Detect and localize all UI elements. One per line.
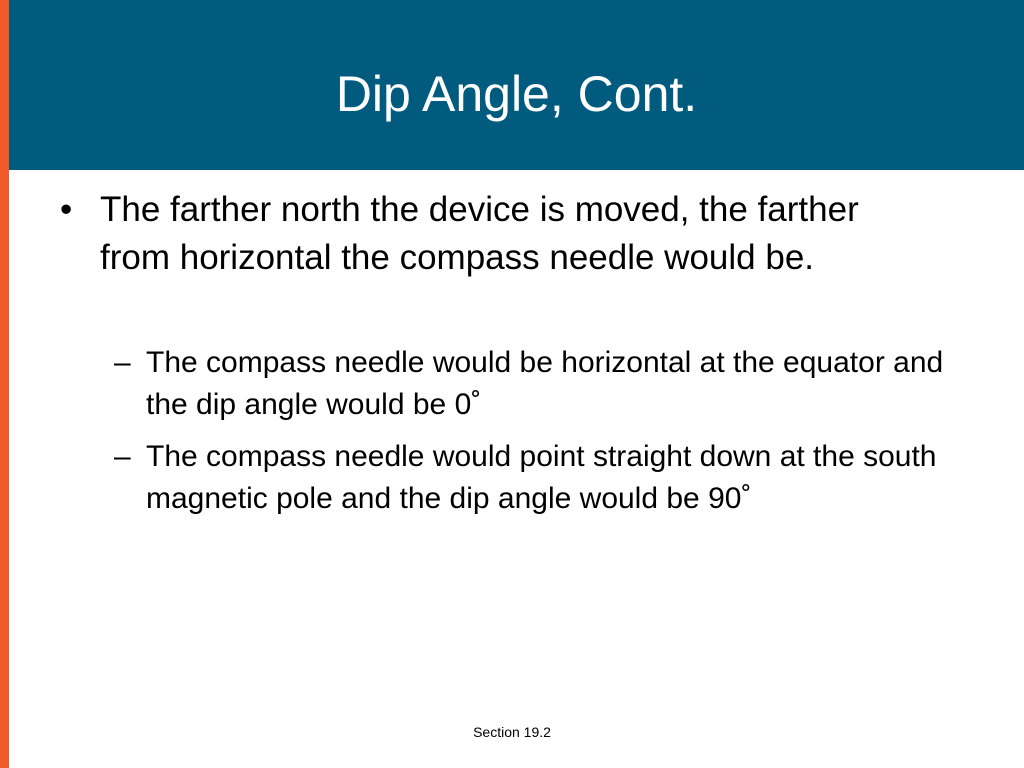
sub-bullet-marker: – — [114, 346, 131, 379]
slide-title: Dip Angle, Cont. — [335, 66, 698, 122]
bullet-text: The farther north the device is moved, the farther from horizontal the compass needle would be. — [100, 190, 859, 277]
bullet-marker: • — [60, 190, 73, 229]
sub-bullet-text: The compass needle would be horizontal at the equator and the dip angle would be 0˚ — [146, 346, 944, 421]
sub-bullet-item — [114, 342, 974, 426]
bullet-item — [60, 186, 920, 282]
left-accent-bar — [0, 0, 9, 768]
slide-footer: Section 19.2 — [473, 724, 551, 740]
sub-bullet-item — [114, 436, 974, 520]
sub-bullet-marker: – — [114, 440, 131, 473]
sub-bullet-text: The compass needle would point straight down at the south magnetic pole and the dip angle would be 90˚ — [146, 440, 937, 515]
